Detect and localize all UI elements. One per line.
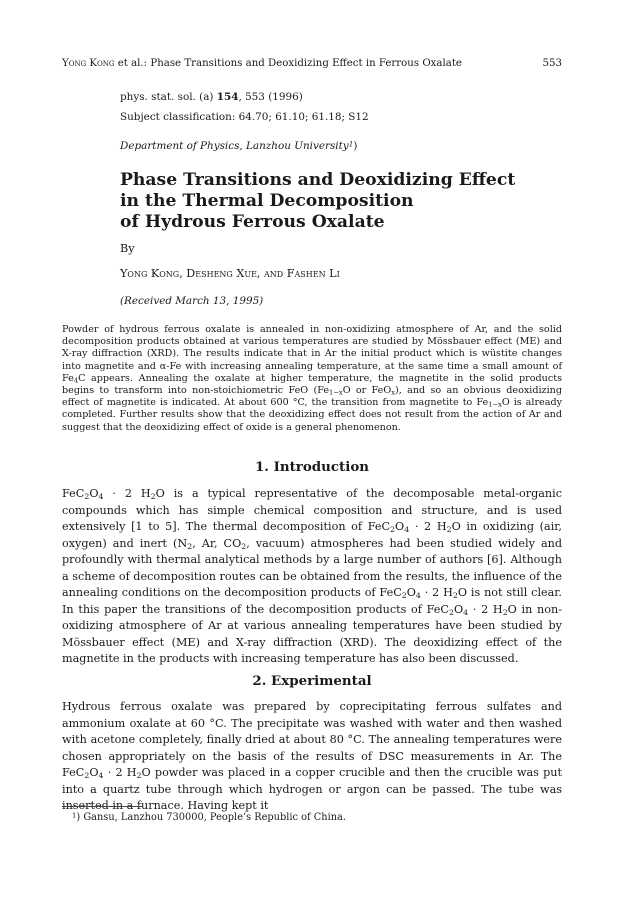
received-date: (Received March 13, 1995) bbox=[120, 295, 264, 307]
title-line: in the Thermal Decomposition bbox=[120, 191, 414, 211]
running-header bbox=[62, 58, 562, 69]
title-line: of Hydrous Ferrous Oxalate bbox=[120, 212, 385, 232]
introduction-text: $FeC_2O_4 \cdot 2$ $H_2O$ is a typical representative of the decomposable metal-organic compounds which has simple chemical composition and structure, and is used extensively [1 to 5]. The thermal decomposition of $FeC_2O_4 \cdot 2$ $H_2O$ in oxidizing (air, oxygen) and inert ($N_2$, Ar, $CO_2$, vacuum) atmospheres had been studied widely and profoundly with thermal analytical methods by a large number of authors [6]. Although a scheme of decomposition routes can be obtained from the results, the influence of the annealing conditions on the decomposition products of $FeC_2O_4 \cdot 2$ $H_2O$ is not still clear. In this paper the transitions of the decomposition products of $FeC_2O_4 \cdot 2$ $H_2O$ in non-oxidizing atmosphere of Ar at various annealing temperatures have been studied by Mössbauer effect (ME) and X-ray diffraction (XRD). The deoxidizing effect of the magnetite in the products with increasing temperature has also been discussed. bbox=[62, 487, 562, 665]
department: Department of Physics, Lanzhou University$^1$) bbox=[120, 139, 358, 152]
paper-title bbox=[120, 170, 540, 233]
volume: 154 bbox=[216, 91, 239, 103]
citation: phys. stat. sol. (a) 154, 553 (1996) bbox=[120, 91, 303, 103]
by-label: By bbox=[120, 242, 135, 255]
footnote-rule bbox=[62, 806, 142, 807]
section-heading-introduction: 1. Introduction bbox=[254, 459, 369, 475]
header-title: et al.: Phase Transitions and Deoxidizing Effect in Ferrous Oxalate bbox=[114, 58, 462, 69]
section-heading-experimental: 2. Experimental bbox=[252, 673, 372, 689]
abstract: Powder of hydrous ferrous oxalate is annealed in non-oxidizing atmosphere of Ar, and the solid decomposition products obtained at various temperatures are studied by Mössbauer effect (ME) and X-ray diffraction (XRD). The results indicate that in Ar the initial product which is wüstite changes into magnetite and α-Fe with increasing annealing temperature, at the same time a small amount of $Fe_4C$ appears. Annealing the oxalate at higher temperature, the magnetite in the solid products begins to transform into non-stoichiometric FeO ($Fe_{1-x}O$ or FeO$_x$), and so an obvious deoxidizing effect of magnetite is indicated. At about 600 °C, the transition from magnetite to $Fe_{1-x}O$ is already completed. Further results show that the deoxidizing effect does not result from the action of Ar and suggest that the deoxidizing effect of oxide is a general phenomenon. bbox=[62, 324, 563, 433]
title-line: Phase Transitions and Deoxidizing Effect bbox=[120, 170, 516, 190]
header-author: Yong Kong bbox=[62, 58, 115, 69]
subject-classification: Subject classification: 64.70; 61.10; 61.18; S12 bbox=[120, 111, 369, 123]
page-number: 553 bbox=[542, 58, 562, 69]
footnote: $^1$) Gansu, Lanzhou 730000, People’s Republic of China. bbox=[72, 811, 346, 823]
experimental-text: Hydrous ferrous oxalate was prepared by coprecipitating ferrous sulfates and ammonium oxalate at 60 °C. The precipitate was washed with water and then washed with acetone completely, finally dried at about 80 °C. The annealing temperatures were chosen appropriately on the basis of the results of DSC measurements in Ar. The $FeC_2O_4 \cdot 2$ $H_2O$ powder was placed in a copper crucible and then the crucible was put into a quartz tube through which hydrogen or argon can be passed. The tube was inserted in a furnace. Having kept it bbox=[62, 700, 562, 812]
authors: Yong Kong, Desheng Xue, and Fashen Li bbox=[120, 267, 340, 280]
